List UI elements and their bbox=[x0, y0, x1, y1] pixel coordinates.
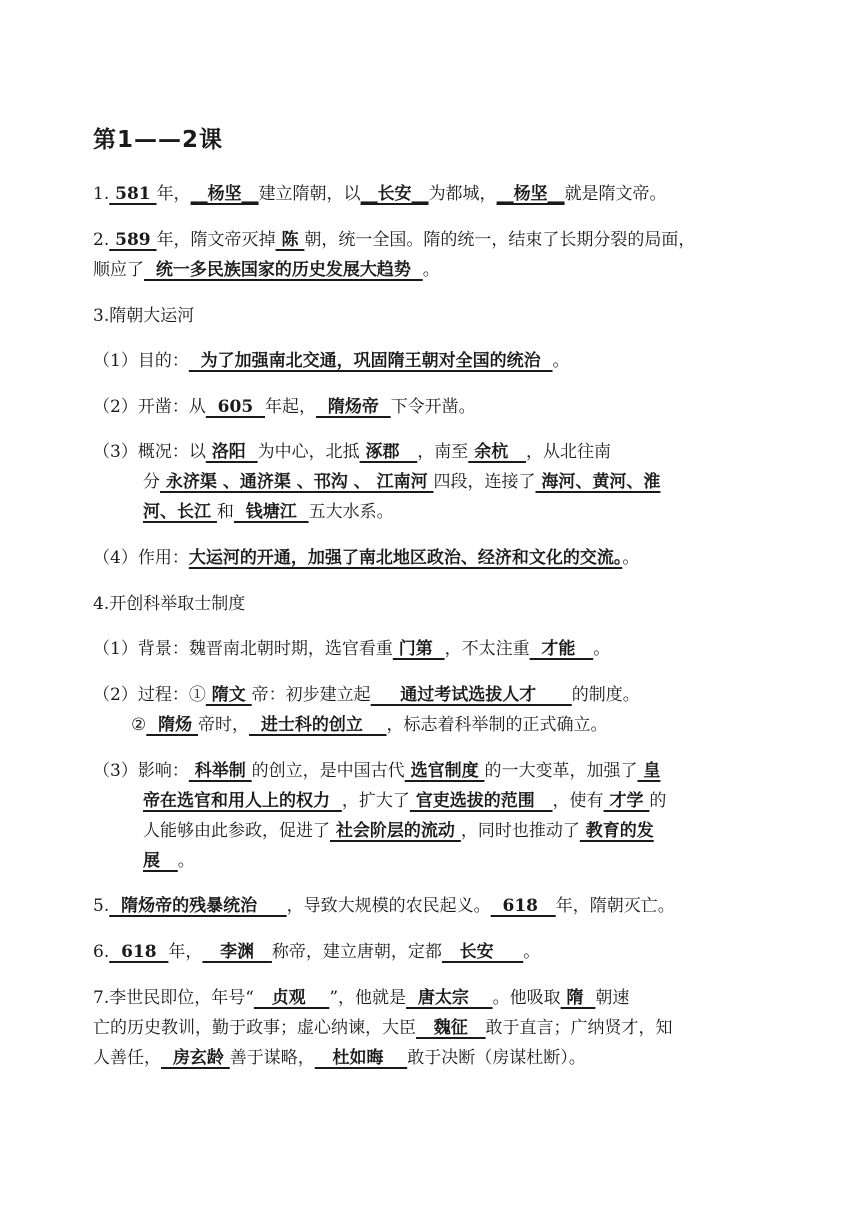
answer-blank: 选官制度 bbox=[404, 761, 485, 781]
text-line bbox=[93, 546, 639, 570]
text-line bbox=[93, 986, 629, 1010]
question-text: ，南至 bbox=[417, 442, 469, 462]
question-text: 朝速 bbox=[595, 988, 630, 1008]
question-text: 四段，连接了 bbox=[433, 472, 536, 492]
text-line bbox=[93, 592, 245, 616]
question-text: 4.开创科举取士制度 bbox=[93, 594, 246, 614]
answer-blank: 科举制 bbox=[188, 761, 252, 781]
question-text: 朝，统一全国。隋的统一，结束了长期分裂的局面， bbox=[304, 230, 696, 250]
question-text: 建立隋朝，以 bbox=[258, 184, 361, 204]
question-text: 5. bbox=[93, 896, 110, 916]
question-text: 亡的历史教训，勤于政事；虚心纳谏，大臣 bbox=[93, 1018, 416, 1038]
answer-blank: 隋炀 bbox=[146, 715, 199, 735]
text-line bbox=[93, 182, 667, 206]
answer-blank: 海河、黄河、淮 bbox=[535, 472, 661, 492]
question-text: 和 bbox=[216, 502, 234, 522]
answer-blank: 605 bbox=[205, 397, 265, 417]
question-text: 。 bbox=[622, 548, 640, 568]
question-text: 3.隋朝大运河 bbox=[93, 306, 195, 326]
answer-blank: 魏征 bbox=[416, 1018, 486, 1038]
answer-blank: 隋炀帝的残暴统治 bbox=[109, 896, 287, 916]
question-text: 的一大变革，加强了 bbox=[484, 761, 638, 781]
answer-blank: 唐太宗 bbox=[406, 988, 493, 1008]
text-line bbox=[93, 304, 194, 328]
question-text: 善于谋略， bbox=[229, 1048, 315, 1068]
text-line bbox=[93, 759, 660, 783]
question-text: 为中心，北抵 bbox=[257, 442, 360, 462]
question-text: 的 bbox=[649, 791, 667, 811]
question-text: （3）影响： bbox=[93, 761, 189, 781]
question-text: （1）背景：魏晋南北朝时期，选官看重 bbox=[93, 639, 393, 659]
text-line bbox=[131, 713, 608, 737]
answer-blank: 社会阶层的流动 bbox=[330, 821, 461, 841]
text-line bbox=[93, 1016, 673, 1040]
question-text: 称帝，建立唐朝，定都 bbox=[271, 942, 442, 962]
text-line bbox=[93, 637, 610, 661]
question-text: 。 bbox=[422, 260, 440, 280]
question-text: （1）目的： bbox=[93, 351, 189, 371]
answer-blank: 618 bbox=[109, 942, 169, 962]
text-line bbox=[143, 849, 195, 873]
page-title: 第1——2课 bbox=[93, 127, 224, 153]
answer-blank: 通过考试选拔人才 bbox=[370, 685, 572, 705]
question-text: 。 bbox=[593, 639, 611, 659]
answer-blank: 大运河的开通，加强了南北地区政治、经济和文化的交流。 bbox=[188, 548, 623, 568]
question-text: 。他吸取 bbox=[492, 988, 561, 1008]
text-line bbox=[143, 470, 660, 494]
text-line bbox=[143, 819, 654, 843]
answer-blank: 余杭 bbox=[468, 442, 526, 462]
question-text: （2）过程：① bbox=[93, 685, 206, 705]
answer-blank: 永济渠 、通济渠 、邗沟 、 江南河 bbox=[160, 472, 434, 492]
answer-blank: 房玄龄 bbox=[161, 1048, 230, 1068]
question-text: 就是隋文帝。 bbox=[564, 184, 667, 204]
question-text: 年， bbox=[156, 184, 191, 204]
question-text: ，同时也推动了 bbox=[460, 821, 580, 841]
question-text: 。 bbox=[177, 851, 195, 871]
question-text: 敢于决断（房谋杜断）。 bbox=[407, 1048, 586, 1068]
answer-blank: 589 bbox=[109, 230, 157, 250]
answer-blank: 河、长江 bbox=[143, 502, 217, 522]
answer-blank: 钱塘江 bbox=[233, 502, 309, 522]
text-line bbox=[93, 440, 611, 464]
text-line bbox=[93, 894, 675, 918]
question-text: 顺应了 bbox=[93, 260, 144, 280]
question-text: 年起， bbox=[265, 397, 316, 417]
answer-blank: 皇 bbox=[637, 761, 661, 781]
question-text: ，从北往南 bbox=[525, 442, 611, 462]
question-text: ，导致大规模的农民起义。 bbox=[286, 896, 491, 916]
text-line bbox=[93, 940, 540, 964]
text-line bbox=[93, 395, 476, 419]
answer-blank: __长安__ bbox=[360, 184, 429, 204]
text-line bbox=[93, 349, 570, 373]
question-text: （2）开凿：从 bbox=[93, 397, 206, 417]
answer-blank: 李渊 bbox=[202, 942, 272, 962]
question-text: 的制度。 bbox=[571, 685, 640, 705]
question-text: ② bbox=[131, 715, 147, 735]
answer-blank: 581 bbox=[109, 184, 157, 204]
question-text: 1. bbox=[93, 184, 110, 204]
answer-blank: 贞观 bbox=[253, 988, 330, 1008]
question-text: ，扩大了 bbox=[341, 791, 410, 811]
question-text: 帝时， bbox=[198, 715, 250, 735]
question-text: 下令开凿。 bbox=[390, 397, 476, 417]
answer-blank: 杜如晦 bbox=[314, 1048, 408, 1068]
question-text: （3）概况：以 bbox=[93, 442, 206, 462]
answer-blank: 门第 bbox=[392, 639, 445, 659]
question-text: 。 bbox=[523, 942, 541, 962]
answer-blank: 陈 bbox=[275, 230, 305, 250]
answer-blank: 教育的发 bbox=[579, 821, 654, 841]
question-text: ”，他就是 bbox=[329, 988, 407, 1008]
question-text: 6. bbox=[93, 942, 110, 962]
text-line bbox=[93, 258, 440, 282]
text-line bbox=[143, 500, 394, 524]
question-text: 年，隋文帝灭掉 bbox=[156, 230, 276, 250]
question-text: ，使有 bbox=[552, 791, 604, 811]
question-text: ，不太注重 bbox=[444, 639, 530, 659]
answer-blank: 隋炀帝 bbox=[316, 397, 391, 417]
answer-blank: 隋文 bbox=[205, 685, 252, 705]
answer-blank: 官吏选拔的范围 bbox=[409, 791, 553, 811]
text-line bbox=[93, 683, 640, 707]
text-line bbox=[93, 1046, 586, 1070]
question-text: （4）作用： bbox=[93, 548, 189, 568]
answer-blank: 为了加强南北交通，巩固隋王朝对全国的统治 bbox=[188, 351, 553, 371]
question-text: 为都城， bbox=[428, 184, 497, 204]
text-line bbox=[143, 789, 666, 813]
answer-blank: 洛阳 bbox=[205, 442, 258, 462]
question-text: ，标志着科举制的正式确立。 bbox=[386, 715, 608, 735]
answer-blank: 才学 bbox=[603, 791, 650, 811]
answer-blank: 帝在选官和用人上的权力 bbox=[143, 791, 342, 811]
answer-blank: 长安 bbox=[441, 942, 524, 962]
answer-blank: 统一多民族国家的历史发展大趋势 bbox=[144, 260, 423, 280]
question-text: 。 bbox=[552, 351, 570, 371]
question-text: 年， bbox=[168, 942, 203, 962]
question-text: 年，隋朝灭亡。 bbox=[555, 896, 675, 916]
answer-blank: 隋 bbox=[560, 988, 596, 1008]
text-line bbox=[93, 228, 695, 252]
question-text: 人能够由此参政，促进了 bbox=[143, 821, 330, 841]
answer-blank: 展 bbox=[143, 851, 178, 871]
question-text: 分 bbox=[143, 472, 160, 492]
question-text: 2. bbox=[93, 230, 110, 250]
question-text: 人善任， bbox=[93, 1048, 161, 1068]
answer-blank: __杨坚__ bbox=[190, 184, 259, 204]
answer-blank: __杨坚__ bbox=[496, 184, 565, 204]
answer-blank: 进士科的创立 bbox=[249, 715, 387, 735]
question-text: 7.李世民即位，年号“ bbox=[93, 988, 254, 1008]
question-text: 五大水系。 bbox=[308, 502, 394, 522]
question-text: 的创立，是中国古代 bbox=[251, 761, 405, 781]
question-text: 敢于直言；广纳贤才，知 bbox=[485, 1018, 673, 1038]
answer-blank: 618 bbox=[490, 896, 556, 916]
answer-blank: 涿郡 bbox=[359, 442, 418, 462]
question-text: 帝：初步建立起 bbox=[251, 685, 371, 705]
answer-blank: 才能 bbox=[529, 639, 594, 659]
